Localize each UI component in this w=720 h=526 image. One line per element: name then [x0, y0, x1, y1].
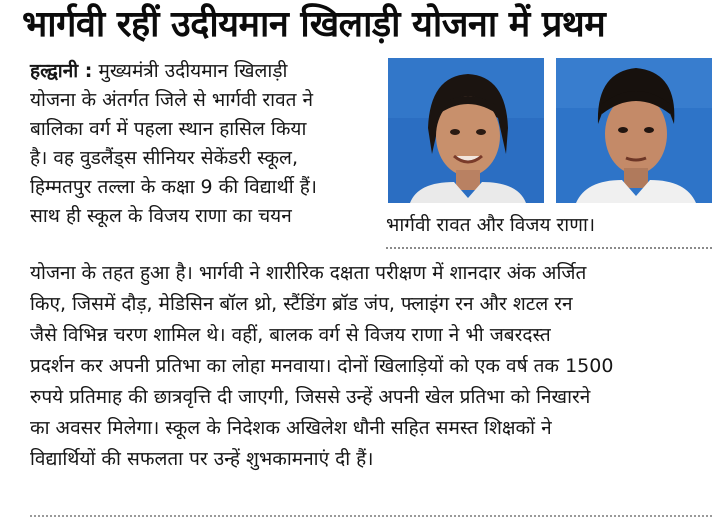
body-line-3: जैसे विभिन्न चरण शामिल थे। वहीं, बालक वर्ग से विजय राणा ने भी जबरदस्त [30, 324, 551, 346]
intro-line-3: बालिका वर्ग में पहला स्थान हासिल किया [30, 118, 307, 140]
body-line-6: का अवसर मिलेगा। स्कूल के निदेशक अखिलेश धौनी सहित समस्त शिक्षकों ने [30, 417, 552, 439]
intro-line-1: मुख्यमंत्री उदीयमान खिलाड़ी [98, 60, 288, 82]
photo-bhargavi [388, 58, 544, 203]
headline: भार्गवी रहीं उदीयमान खिलाड़ी योजना में प्रथम [22, 4, 606, 45]
body-line-5: रुपये प्रतिमाह की छात्रवृत्ति दी जाएगी, जिससे उन्हें अपनी खेल प्रतिभा को निखारने [30, 386, 591, 408]
article-body [30, 258, 710, 475]
photo-vijay [556, 58, 712, 203]
intro-line-5: हिम्मतपुर तल्ला के कक्षा 9 की विद्यार्थी हैं। [30, 176, 317, 198]
intro-line-2: योजना के अंतर्गत जिले से भार्गवी रावत ने [30, 89, 314, 111]
body-line-7: विद्यार्थियों की सफलता पर उन्हें शुभकामनाएं दी हैं। [30, 448, 374, 470]
portrait-girl-image [388, 58, 544, 203]
dateline: हल्द्वानी : [30, 60, 93, 82]
intro-line-4: है। वह वुडलैंड्स सीनियर सेकेंडरी स्कूल, [30, 147, 298, 169]
intro-line [30, 57, 375, 86]
body-line-4: प्रदर्शन कर अपनी प्रतिभा का लोहा मनवाया। दोनों खिलाड़ियों को एक वर्ष तक 1500 [30, 355, 614, 377]
portrait-boy-image [556, 58, 712, 203]
intro-line-6: साथ ही स्कूल के विजय राणा का चयन [30, 205, 292, 227]
photo-caption: भार्गवी रावत और विजय राणा। [386, 214, 596, 236]
caption-divider [386, 247, 712, 249]
body-line-2: किए, जिसमें दौड़, मेडिसिन बॉल थ्रो, स्टैंडिंग ब्रॉड जंप, फ्लाइंग रन और शटल रन [30, 293, 573, 315]
body-line-1: योजना के तहत हुआ है। भार्गवी ने शारीरिक दक्षता परीक्षण में शानदार अंक अर्जित [30, 262, 587, 284]
article-bottom-divider [30, 515, 712, 517]
